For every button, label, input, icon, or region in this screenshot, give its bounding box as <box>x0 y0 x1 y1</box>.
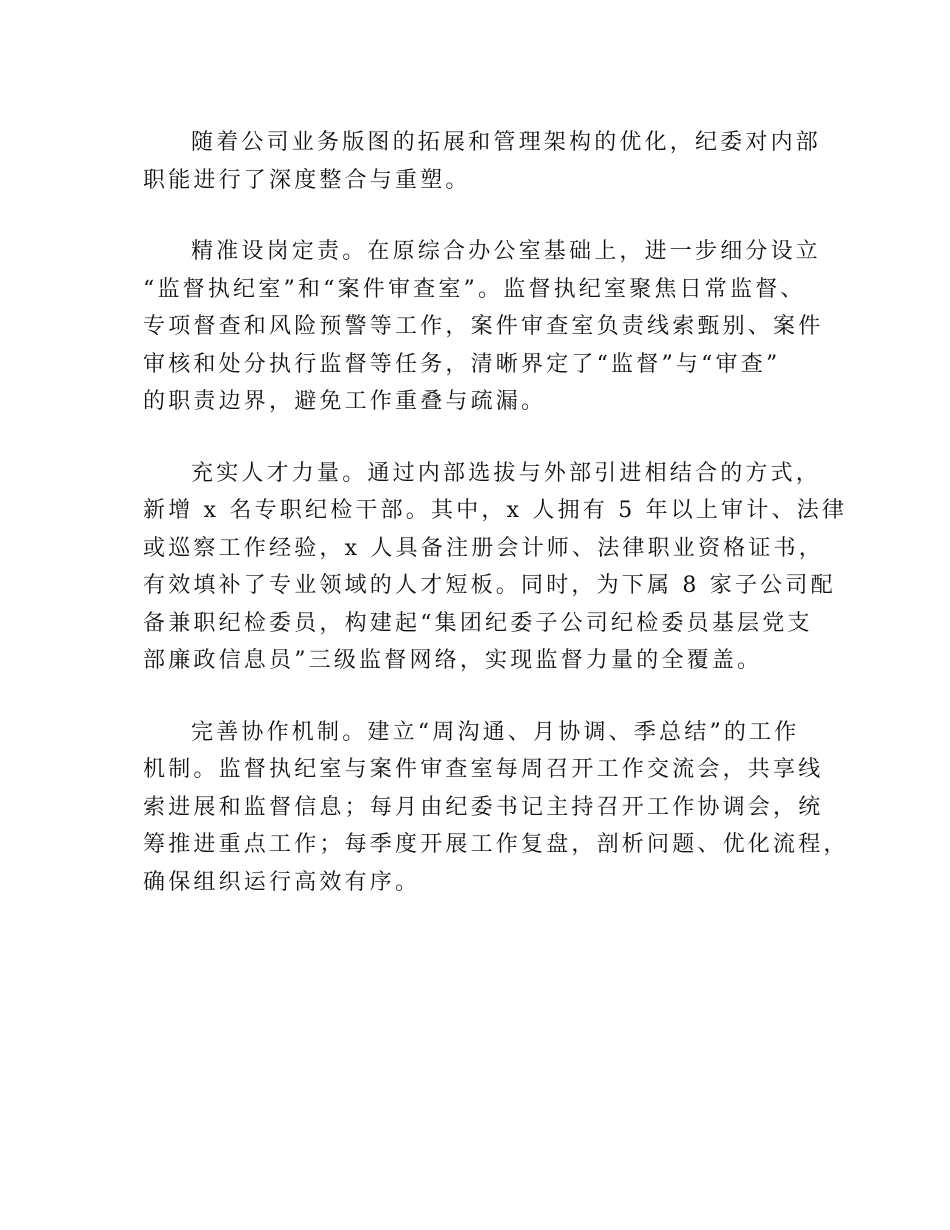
paragraph-collaboration <box>143 714 849 902</box>
text-line: 确保组织运行高效有序。 <box>143 869 421 895</box>
text-line: 随着公司业务版图的拓展和管理架构的优化，纪委对内部 <box>191 130 822 155</box>
text-line: 筹推进重点工作；每季度开展工作复盘，剖析问题、优化流程， <box>143 832 849 857</box>
paragraph-intro <box>143 124 833 199</box>
paragraph-positions <box>143 233 833 421</box>
text-line: 机制。监督执纪室与案件审查室每周召开工作交流会，共享线 <box>143 757 824 782</box>
paragraph-talent <box>143 455 848 680</box>
text-line: 索进展和监督信息；每月由纪委书记主持召开工作协调会，统 <box>143 794 824 820</box>
text-line: 审核和处分执行监督等任务，清晰界定了“监督”与“审查” <box>143 351 781 377</box>
text-line: 部廉政信息员”三级监督网络，实现监督力量的全覆盖。 <box>143 648 763 673</box>
text-line: 备兼职纪检委员，构建起“集团纪委子公司纪检委员基层党支 <box>143 610 813 636</box>
text-line: “监督执纪室”和“案件审查室”。监督执纪室聚焦日常监督、 <box>143 276 806 302</box>
text-line: 或巡察工作经验，x 人具备注册会计师、法律职业资格证书， <box>143 535 825 561</box>
text-line: 有效填补了专业领域的人才短板。同时，为下属 8 家子公司配 <box>143 573 836 598</box>
document-body <box>143 124 849 935</box>
text-line: 充实人才力量。通过内部选拔与外部引进相结合的方式， <box>191 460 822 486</box>
text-line: 的职责边界，避免工作重叠与疏漏。 <box>143 389 547 414</box>
text-line: 新增 x 名专职纪检干部。其中，x 人拥有 5 年以上审计、法律 <box>143 498 848 523</box>
text-line: 精准设岗定责。在原综合办公室基础上，进一步细分设立 <box>191 239 822 264</box>
text-line: 专项督查和风险预警等工作，案件审查室负责线索甄别、案件 <box>143 314 824 339</box>
text-line: 职能进行了深度整合与重塑。 <box>143 167 471 193</box>
text-line: 完善协作机制。建立“周沟通、月协调、季总结”的工作 <box>191 719 800 745</box>
